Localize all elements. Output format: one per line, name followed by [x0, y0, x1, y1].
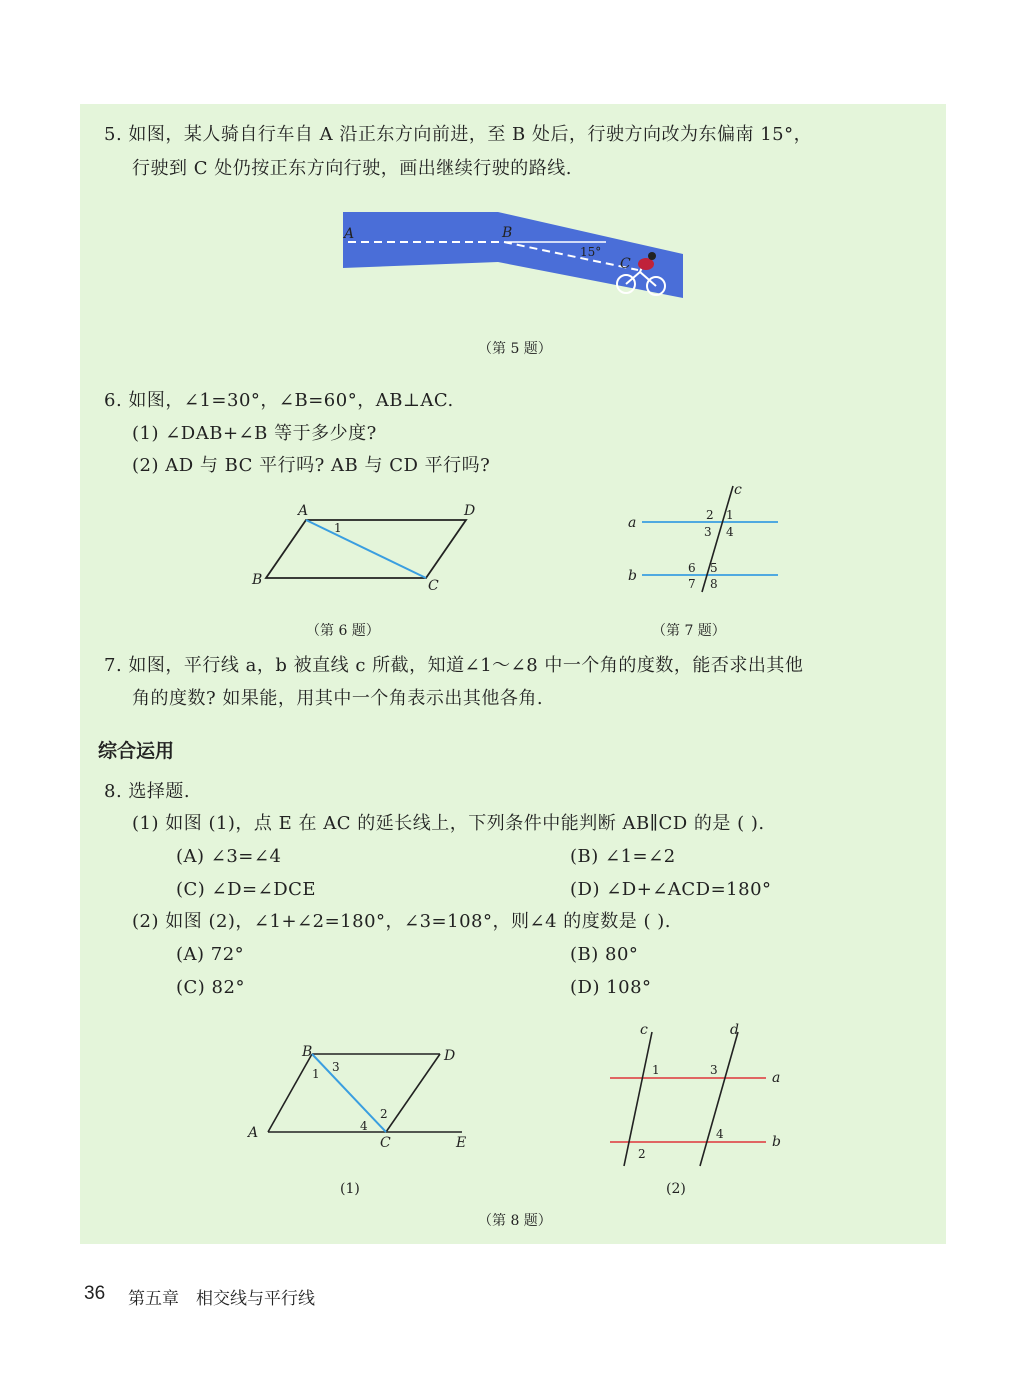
q5-line2: 行驶到 C 处仍按正东方向行驶，画出继续行驶的路线.: [132, 158, 572, 179]
road-shape: [343, 212, 683, 298]
label-C: C: [428, 578, 439, 594]
label-C: C: [620, 256, 631, 272]
q7-line2: 角的度数? 如果能，用其中一个角表示出其他各角.: [132, 688, 544, 709]
line-c: [624, 1032, 652, 1166]
q7-line1: 7. 如图，平行线 a，b 被直线 c 所截，知道∠1～∠8 中一个角的度数，能否求出其他: [104, 655, 804, 676]
label-b: b: [772, 1134, 781, 1150]
label-C: C: [380, 1135, 391, 1151]
angle-7: 7: [688, 577, 696, 591]
q8-title: 8. 选择题.: [104, 781, 191, 802]
section-heading: 综合运用: [98, 740, 175, 762]
angle-1: 1: [652, 1063, 660, 1077]
angle-4: 4: [716, 1127, 724, 1141]
angle-3: 3: [332, 1060, 340, 1074]
angle-1-label: 1: [334, 521, 342, 535]
q8-p1-option-a: (A) ∠3=∠4: [176, 846, 282, 867]
line-d: [700, 1032, 738, 1166]
q8-p2-option-a: (A) 72°: [176, 944, 245, 965]
angle-1: 1: [312, 1067, 320, 1081]
angle-5: 5: [710, 561, 718, 575]
label-15-degrees: 15°: [580, 245, 602, 259]
q5-figure: [338, 206, 688, 306]
q8-p1-option-d: (D) ∠D+∠ACD=180°: [570, 879, 772, 900]
label-B: B: [502, 225, 513, 241]
q8-p2-option-c: (C) 82°: [176, 977, 245, 998]
label-B: B: [302, 1044, 313, 1060]
q8-p1-option-b: (B) ∠1=∠2: [570, 846, 676, 867]
q5-line1: 5. 如图，某人骑自行车自 A 沿正东方向前进，至 B 处后，行驶方向改为东偏南 15°，: [104, 124, 813, 145]
q6-line1: 6. 如图，∠1=30°，∠B=60°，AB⊥AC.: [104, 390, 454, 411]
angle-8: 8: [710, 577, 718, 591]
angle-2: 2: [638, 1147, 646, 1161]
label-a: a: [628, 515, 637, 531]
q6-sub2: (2) AD 与 BC 平行吗? AB 与 CD 平行吗?: [132, 455, 491, 476]
q8-p1-stem: (1) 如图 (1)，点 E 在 AC 的延长线上，下列条件中能判断 AB∥CD 的是 ( ).: [132, 813, 765, 834]
q7-caption: （第 7 题）: [652, 623, 726, 639]
q8-figure-1: [240, 1040, 480, 1150]
q8-p1-option-c: (C) ∠D=∠DCE: [176, 879, 317, 900]
label-A: A: [248, 1125, 259, 1141]
label-A: A: [298, 503, 309, 519]
angle-2: 2: [706, 508, 714, 522]
label-d: d: [730, 1022, 739, 1038]
label-B: B: [252, 572, 263, 588]
q8-p2-stem: (2) 如图 (2)，∠1+∠2=180°，∠3=108°，则∠4 的度数是 ( ).: [132, 911, 671, 932]
angle-4: 4: [360, 1119, 368, 1133]
label-c: c: [640, 1022, 648, 1038]
segment-dc: [386, 1054, 440, 1132]
q6-sub1: (1) ∠DAB+∠B 等于多少度?: [132, 423, 377, 444]
q6-caption: （第 6 题）: [306, 623, 380, 639]
label-b: b: [628, 568, 637, 584]
angle-6: 6: [688, 561, 696, 575]
label-c: c: [734, 482, 742, 498]
q8-p2-option-d: (D) 108°: [570, 977, 652, 998]
q8-figure-1-label: (1): [340, 1181, 360, 1197]
diagonal-ac: [306, 520, 426, 578]
label-D: D: [444, 1048, 456, 1064]
label-a: a: [772, 1070, 781, 1086]
q8-figure-2-label: (2): [666, 1181, 686, 1197]
chapter-title: 第五章 相交线与平行线: [128, 1289, 315, 1309]
segment-ab: [268, 1054, 312, 1132]
q5-caption: （第 5 题）: [478, 341, 552, 357]
angle-4: 4: [726, 525, 734, 539]
angle-2: 2: [380, 1107, 388, 1121]
angle-3: 3: [710, 1063, 718, 1077]
segment-bc: [312, 1054, 386, 1132]
q8-caption: （第 8 题）: [478, 1213, 552, 1229]
q6-figure: [248, 500, 488, 600]
label-A: A: [344, 226, 355, 242]
angle-1: 1: [726, 508, 734, 522]
angle-3: 3: [704, 525, 712, 539]
q7-figure: [620, 480, 790, 595]
q8-p2-option-b: (B) 80°: [570, 944, 639, 965]
page-number: 36: [84, 1283, 106, 1304]
q8-figure-2: [600, 1020, 800, 1170]
label-E: E: [456, 1135, 467, 1151]
label-D: D: [464, 503, 476, 519]
